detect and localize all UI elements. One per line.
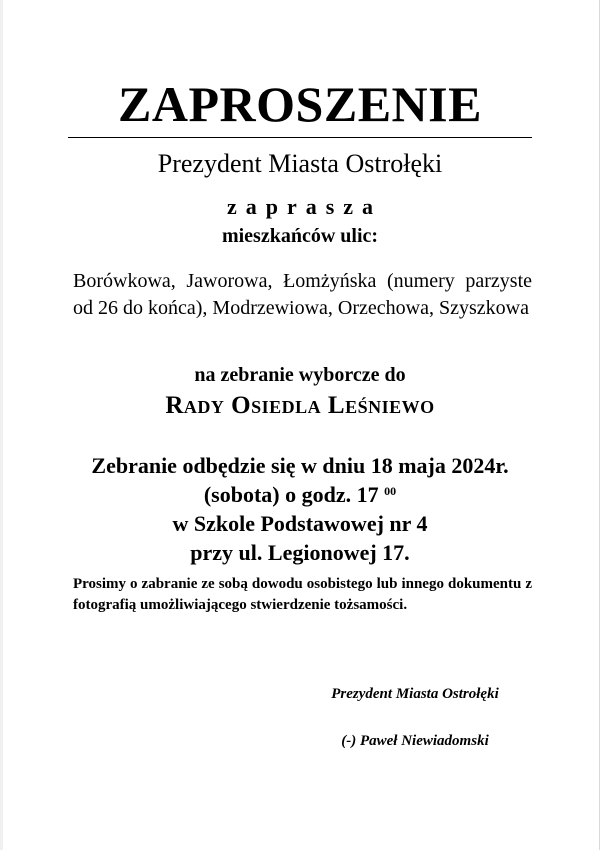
signature-name: (-) Paweł Niewiadomski (341, 733, 489, 749)
page-edge (0, 0, 3, 850)
meeting-details (60, 451, 540, 567)
residents-heading: mieszkańców ulic: (221, 225, 379, 247)
signature-office: Prezydent Miasta Ostrołęki (331, 686, 499, 702)
title-divider (68, 137, 532, 138)
meeting-date: Zebranie odbędzie się w dniu 18 maja 2024r. (91, 453, 509, 478)
street-list: Borówkowa, Jaworowa, Łomżyńska (numery parzyste od 26 do końca), Modrzewiowa, Orzechowa, Szyszkowa (73, 270, 532, 319)
issuer-heading: Prezydent Miasta Ostrołęki (157, 149, 443, 178)
council-name: Rady Osiedla Leśniewo (165, 392, 435, 419)
meeting-time-hour: (sobota) o godz. 17 (203, 482, 379, 507)
meeting-venue: w Szkole Podstawowej nr 4 (172, 511, 428, 536)
document-title: ZAPROSZENIE (118, 76, 482, 132)
meeting-time-minutes: 00 (384, 484, 397, 498)
meeting-time (60, 480, 540, 509)
meeting-address: przy ul. Legionowej 17. (190, 540, 410, 565)
invites-verb: zaprasza (226, 194, 383, 219)
id-requirement-note: Prosimy o zabranie ze sobą dowodu osobistego lub innego dokumentu z fotografią umożliwiającego stwierdzenie tożsamości. (73, 576, 532, 613)
meeting-purpose: na zebranie wyborcze do (194, 364, 406, 386)
